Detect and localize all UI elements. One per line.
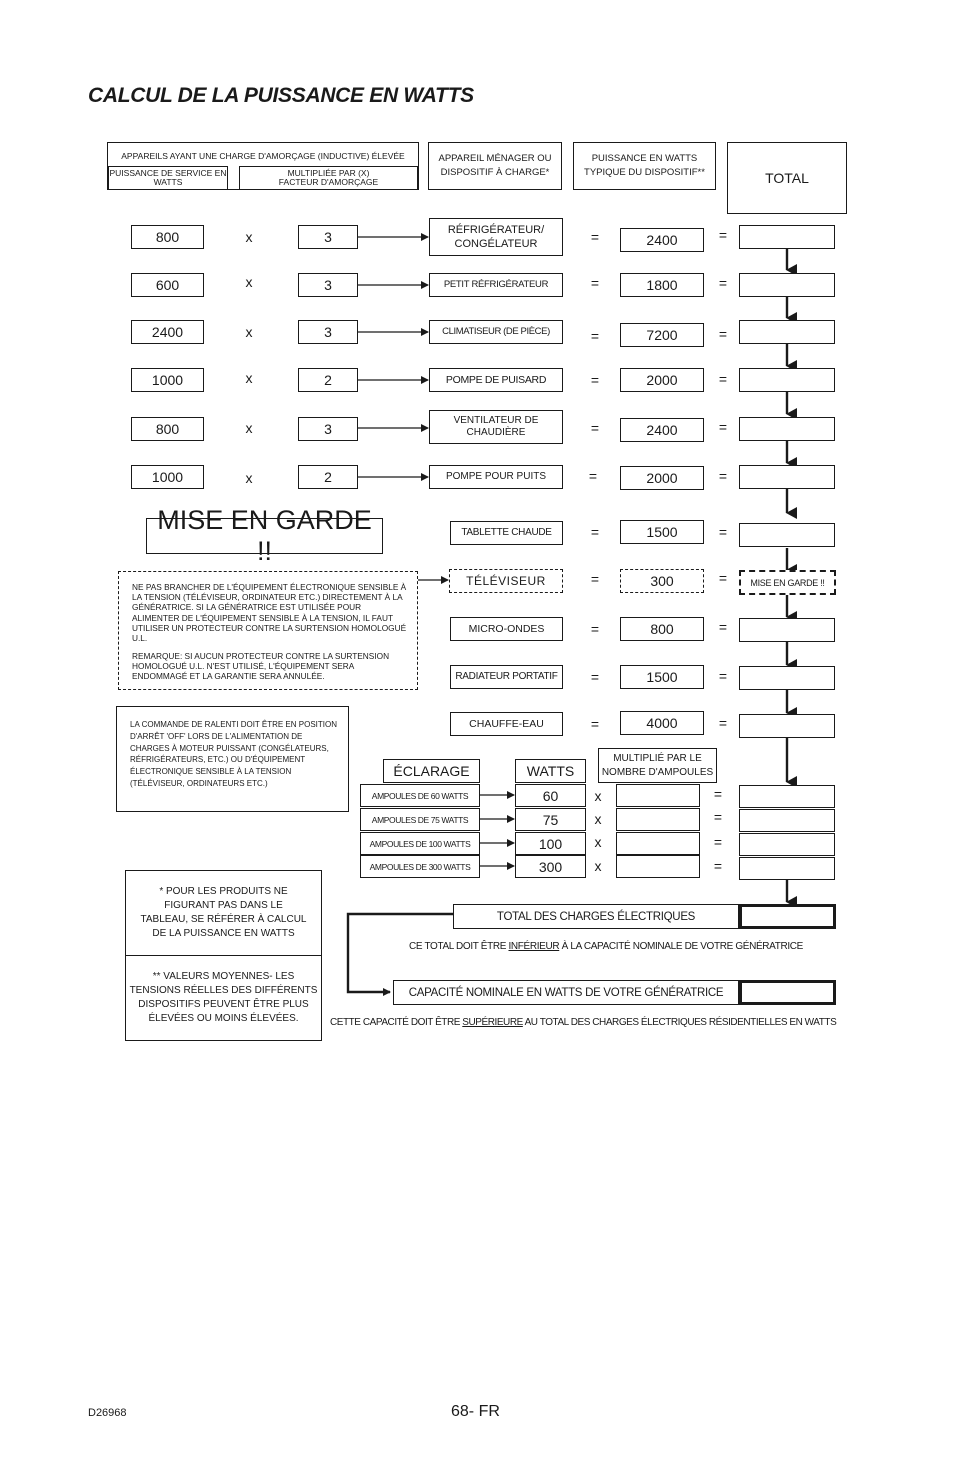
generator-capacity-label: CAPACITÉ NOMINALE EN WATTS DE VOTRE GÉNÉRATRICE xyxy=(393,980,739,1005)
appliance-cell: CHAUFFE-EAU xyxy=(450,712,563,736)
total-input[interactable] xyxy=(739,273,835,297)
typical-watts-cell: 300 xyxy=(620,569,704,593)
warning-heading xyxy=(146,505,383,566)
lighting-label: AMPOULES DE 75 WATTS xyxy=(360,808,480,831)
typical-watts-cell: 1500 xyxy=(620,520,704,544)
total-loads-label: TOTAL DES CHARGES ÉLECTRIQUES xyxy=(453,904,739,929)
appliance-cell: TÉLÉVISEUR xyxy=(449,569,563,593)
lighting-watts-cell: 300 xyxy=(515,855,586,878)
lighting-watts-header: WATTS xyxy=(515,759,586,783)
typical-watts-cell: 2000 xyxy=(620,466,704,490)
running-watts-cell: 1000 xyxy=(131,465,204,489)
factor-cell: 3 xyxy=(298,320,358,344)
equals-symbol: = xyxy=(590,275,600,291)
typical-watts-cell: 7200 xyxy=(620,323,704,347)
running-watts-cell: 800 xyxy=(131,417,204,441)
times-symbol: x xyxy=(594,834,602,850)
times-symbol: x xyxy=(594,811,602,827)
typical-watts-cell: 4000 xyxy=(620,711,704,735)
typical-watts-header-label: PUISSANCE EN WATTS TYPIQUE DU DISPOSITIF** xyxy=(584,153,705,178)
generator-capacity-note: CETTE CAPACITÉ DOIT ÊTRE SUPÉRIEURE AU TOTAL DES CHARGES ÉLECTRIQUES RÉSIDENTIELLES EN WATTS xyxy=(330,1017,837,1028)
equals-symbol: = xyxy=(718,570,728,586)
total-input[interactable] xyxy=(739,465,835,489)
equals-symbol: = xyxy=(590,328,600,344)
warning-remark: REMARQUE: SI AUCUN PROTECTEUR CONTRE LA SURTENSION HOMOLOGUÉ U.L. N'EST UTILISÉ, L'ÉQUIPEMENT SERA ENDOMMAGÉ ET LA GARANTIE SERA ANNULÉE. xyxy=(132,651,390,682)
running-watts-label: PUISSANCE DE SERVICE EN WATTS xyxy=(109,168,227,187)
equals-symbol: = xyxy=(713,858,723,874)
running-watts-cell: 2400 xyxy=(131,320,204,344)
total-input[interactable] xyxy=(739,523,835,547)
factor-cell: 2 xyxy=(298,368,358,392)
times-symbol: x xyxy=(245,229,253,245)
lighting-label: AMPOULES DE 300 WATTS xyxy=(360,855,480,878)
total-loads-note: CE TOTAL DOIT ÊTRE INFÉRIEUR À LA CAPACITÉ NOMINALE DE VOTRE GÉNÉRATRICE xyxy=(409,941,803,952)
equals-symbol: = xyxy=(718,715,728,731)
typical-watts-cell: 1500 xyxy=(620,665,704,689)
doc-code: D26968 xyxy=(88,1407,127,1419)
typical-watts-cell: 1800 xyxy=(620,273,704,297)
factor-cell: 3 xyxy=(298,225,358,249)
appliance-cell: VENTILATEUR DE CHAUDIÈRE xyxy=(429,410,563,444)
multiplied-header xyxy=(239,166,418,190)
multiplied-label: MULTIPLIÉE PAR (X) FACTEUR D'AMORÇAGE xyxy=(278,168,379,187)
times-symbol: x xyxy=(245,274,253,290)
appliance-cell: POMPE POUR PUITS xyxy=(429,465,563,489)
equals-symbol: = xyxy=(718,524,728,540)
times-symbol: x xyxy=(594,858,602,874)
appliance-cell: RADIATEUR PORTATIF xyxy=(450,665,563,689)
equals-symbol: = xyxy=(713,834,723,850)
idle-note-box xyxy=(116,706,349,812)
total-input[interactable] xyxy=(739,833,835,856)
lighting-mult-header: MULTIPLIÉ PAR LE NOMBRE D'AMPOULES xyxy=(598,748,717,783)
equals-symbol: = xyxy=(590,621,600,637)
times-symbol: x xyxy=(245,470,253,486)
total-input[interactable] xyxy=(739,785,835,808)
lighting-watts-cell: 100 xyxy=(515,832,586,855)
equals-symbol: = xyxy=(713,809,723,825)
bulb-count-input[interactable] xyxy=(616,784,700,807)
equals-symbol: = xyxy=(588,468,598,484)
running-watts-cell: 800 xyxy=(131,225,204,249)
appliance-cell: POMPE DE PUISARD xyxy=(429,368,563,392)
times-symbol: x xyxy=(594,788,602,804)
typical-watts-cell: 2400 xyxy=(620,418,704,442)
total-input[interactable] xyxy=(739,320,835,344)
warning-text: NE PAS BRANCHER DE L'ÉQUIPEMENT ÉLECTRONIQUE SENSIBLE À LA TENSION (TÉLÉVISEUR, ORDINATEUR ETC.) DIRECTEMENT À LA GÉNÉRATRICE. SI LA GÉNÉRATRICE EST UTILISÉE POUR ALIMENTER DE L'ÉQUIPEMENT SENSIBLE À LA TENSION, IL FAUT UTILISER UN PROTECTEUR CONTRE LA SURTENSION HOMOLOGUÉ U.L. xyxy=(132,582,407,644)
lighting-label: AMPOULES DE 60 WATTS xyxy=(360,784,480,807)
running-watts-cell: 1000 xyxy=(131,368,204,392)
total-input[interactable] xyxy=(739,368,835,392)
factor-cell: 3 xyxy=(298,417,358,441)
equals-symbol: = xyxy=(718,371,728,387)
appliance-cell: PETIT RÉFRIGÉRATEUR xyxy=(429,273,563,297)
bulb-count-input[interactable] xyxy=(616,808,700,831)
running-watts-header xyxy=(108,166,228,190)
times-symbol: x xyxy=(245,420,253,436)
equals-symbol: = xyxy=(718,668,728,684)
total-header-label: TOTAL xyxy=(765,170,809,186)
lighting-header: ÉCLARAGE xyxy=(383,759,480,783)
equals-symbol: = xyxy=(590,229,600,245)
double-star-note: ** VALEURS MOYENNES- LES TENSIONS RÉELLES DES DIFFÉRENTS DISPOSITIFS PEUVENT ÊTRE PLUS ÉLEVÉES OU MOINS ÉLEVÉES. xyxy=(125,955,322,1041)
warning-total-cell: MISE EN GARDE !! xyxy=(739,570,836,595)
typical-watts-header xyxy=(573,142,716,190)
equals-symbol: = xyxy=(590,716,600,732)
equals-symbol: = xyxy=(590,669,600,685)
bulb-count-input[interactable] xyxy=(616,855,700,878)
appliance-header-label: APPAREIL MÉNAGER OU DISPOSITIF À CHARGE* xyxy=(438,153,552,178)
generator-capacity-input[interactable] xyxy=(739,980,836,1005)
total-input[interactable] xyxy=(739,714,835,738)
total-input[interactable] xyxy=(739,857,835,880)
equals-symbol: = xyxy=(718,419,728,435)
equals-symbol: = xyxy=(590,571,600,587)
equals-symbol: = xyxy=(590,372,600,388)
appliance-cell: MICRO-ONDES xyxy=(450,617,563,641)
factor-cell: 2 xyxy=(298,465,358,489)
typical-watts-cell: 800 xyxy=(620,617,704,641)
lighting-label: AMPOULES DE 100 WATTS xyxy=(360,832,480,855)
equals-symbol: = xyxy=(590,420,600,436)
star-note: * POUR LES PRODUITS NE FIGURANT PAS DANS LE TABLEAU, SE RÉFÉRER À CALCUL DE LA PUISSANCE EN WATTS xyxy=(125,870,322,956)
inductive-header-label: APPAREILS AYANT UNE CHARGE D'AMORÇAGE (INDUCTIVE) ÉLEVÉE xyxy=(121,151,405,161)
page-title: CALCUL DE LA PUISSANCE EN WATTS xyxy=(88,84,474,107)
appliance-cell: RÉFRIGÉRATEUR/ CONGÉLATEUR xyxy=(429,218,563,256)
appliance-header xyxy=(428,142,562,190)
total-input[interactable] xyxy=(739,225,835,249)
appliance-cell: TABLETTE CHAUDE xyxy=(450,521,563,545)
lighting-watts-cell: 60 xyxy=(515,784,586,807)
equals-symbol: = xyxy=(718,619,728,635)
total-input[interactable] xyxy=(739,809,835,832)
equals-symbol: = xyxy=(718,227,728,243)
total-input[interactable] xyxy=(739,618,835,642)
warning-heading-label: MISE EN GARDE !! xyxy=(157,505,372,566)
times-symbol: x xyxy=(245,370,253,386)
bulb-count-input[interactable] xyxy=(616,832,700,855)
running-watts-cell: 600 xyxy=(131,273,204,297)
typical-watts-cell: 2400 xyxy=(620,228,704,252)
total-input[interactable] xyxy=(739,666,835,690)
appliance-cell: CLIMATISEUR (DE PIÈCE) xyxy=(429,320,563,344)
equals-symbol: = xyxy=(713,786,723,802)
total-header xyxy=(727,142,847,214)
total-input[interactable] xyxy=(739,417,835,441)
equals-symbol: = xyxy=(718,275,728,291)
total-loads-input[interactable] xyxy=(739,904,836,929)
lighting-watts-cell: 75 xyxy=(515,808,586,831)
factor-cell: 3 xyxy=(298,273,358,297)
times-symbol: x xyxy=(245,324,253,340)
page-number: 68- FR xyxy=(451,1403,500,1420)
equals-symbol: = xyxy=(718,468,728,484)
idle-note-text: LA COMMANDE DE RALENTI DOIT ÊTRE EN POSITION D'ARRÊT 'OFF' LORS DE L'ALIMENTATION DE CHARGES À MOTEUR PUISSANT (CONGÉLATEURS, RÉFRIGÉRATEURS, ETC.) OU D'ÉQUIPEMENT ÉLECTRONIQUE SENSIBLE À LA TENSION (TÉLÉVISEUR, ORDINATEURS ETC.) xyxy=(130,720,337,788)
typical-watts-cell: 2000 xyxy=(620,368,704,392)
equals-symbol: = xyxy=(718,326,728,342)
equals-symbol: = xyxy=(590,524,600,540)
warning-box xyxy=(118,571,418,690)
